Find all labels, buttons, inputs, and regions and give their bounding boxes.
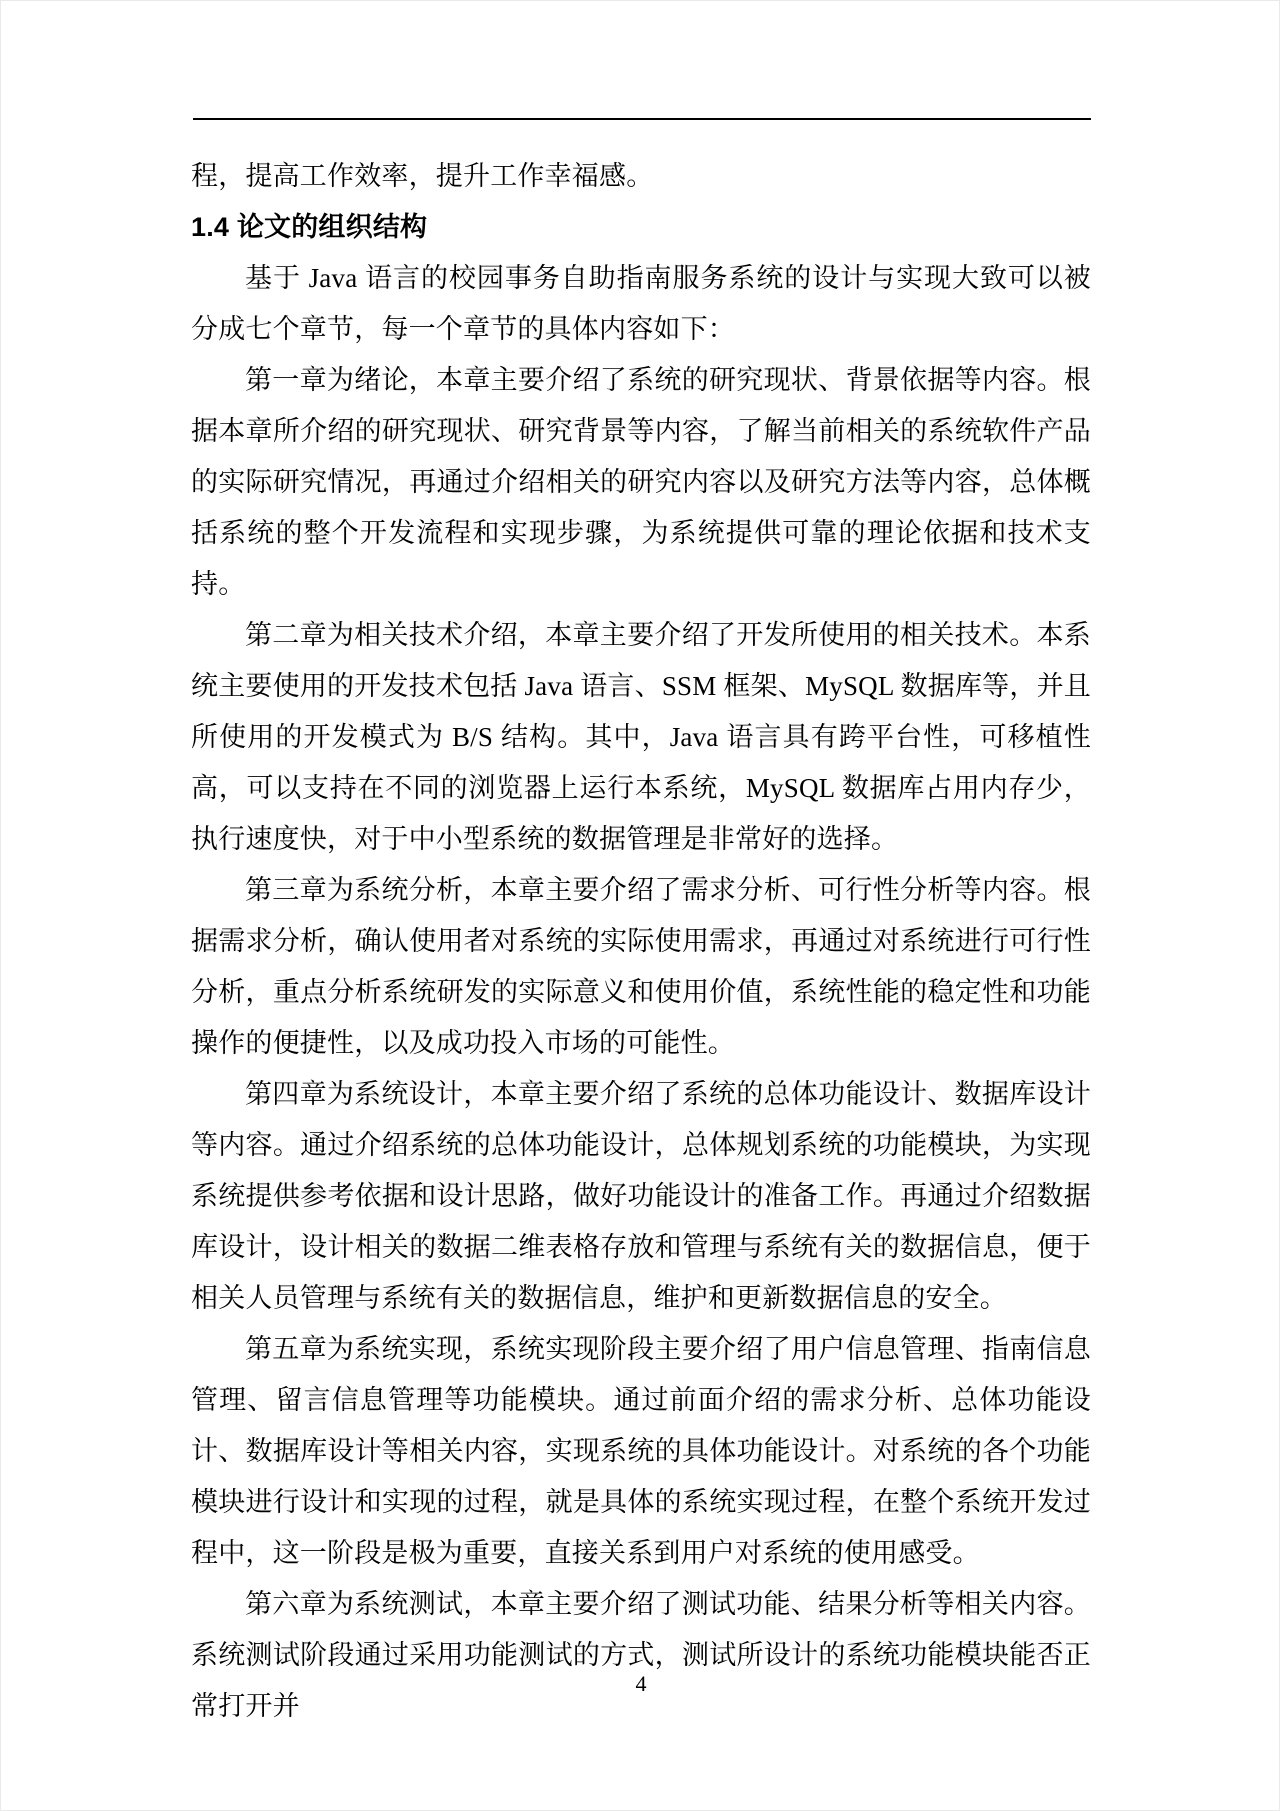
paragraph-chapter-5: 第五章为系统实现，系统实现阶段主要介绍了用户信息管理、指南信息管理、留言信息管理等功能模块。通过前面介绍的需求分析、总体功能设计、数据库设计等相关内容，实现系统的具体功能设计。对系统的各个功能模块进行设计和实现的过程，就是具体的系统实现过程，在整个系统开发过程中，这一阶段是极为重要，直接关系到用户对系统的使用感受。 bbox=[191, 1334, 1091, 1568]
paragraph-intro: 基于 Java 语言的校园事务自助指南服务系统的设计与实现大致可以被分成七个章节，每一个章节的具体内容如下： bbox=[191, 263, 1091, 344]
paragraph-chapter-6: 第六章为系统测试，本章主要介绍了测试功能、结果分析等相关内容。系统测试阶段通过采用功能测试的方式，测试所设计的系统功能模块能否正常打开并 bbox=[191, 1589, 1091, 1721]
header-divider bbox=[193, 118, 1091, 120]
page-content bbox=[191, 151, 1091, 1732]
section-heading: 1.4 论文的组织结构 bbox=[191, 212, 428, 242]
paragraph-chapter-1: 第一章为绪论，本章主要介绍了系统的研究现状、背景依据等内容。根据本章所介绍的研究现状、研究背景等内容，了解当前相关的系统软件产品的实际研究情况，再通过介绍相关的研究内容以及研究方法等内容，总体概括系统的整个开发流程和实现步骤，为系统提供可靠的理论依据和技术支持。 bbox=[191, 365, 1091, 599]
page-number: 4 bbox=[635, 1671, 647, 1696]
paragraph-chapter-4: 第四章为系统设计，本章主要介绍了系统的总体功能设计、数据库设计等内容。通过介绍系统的总体功能设计，总体规划系统的功能模块，为实现系统提供参考依据和设计思路，做好功能设计的准备工作。再通过介绍数据库设计，设计相关的数据二维表格存放和管理与系统有关的数据信息，便于相关人员管理与系统有关的数据信息，维护和更新数据信息的安全。 bbox=[191, 1079, 1091, 1313]
paragraph-chapter-3: 第三章为系统分析，本章主要介绍了需求分析、可行性分析等内容。根据需求分析，确认使用者对系统的实际使用需求，再通过对系统进行可行性分析，重点分析系统研发的实际意义和使用价值，系统性能的稳定性和功能操作的便捷性，以及成功投入市场的可能性。 bbox=[191, 875, 1091, 1058]
paragraph-chapter-2: 第二章为相关技术介绍，本章主要介绍了开发所使用的相关技术。本系统主要使用的开发技术包括 Java 语言、SSM 框架、MySQL 数据库等，并且所使用的开发模式为 B/S 结构。其中，Java 语言具有跨平台性，可移植性高，可以支持在不同的浏览器上运行本系统，MySQL 数据库占用内存少，执行速度快，对于中小型系统的数据管理是非常好的选择。 bbox=[191, 620, 1091, 854]
paragraph-continuation: 程，提高工作效率，提升工作幸福感。 bbox=[191, 161, 654, 191]
